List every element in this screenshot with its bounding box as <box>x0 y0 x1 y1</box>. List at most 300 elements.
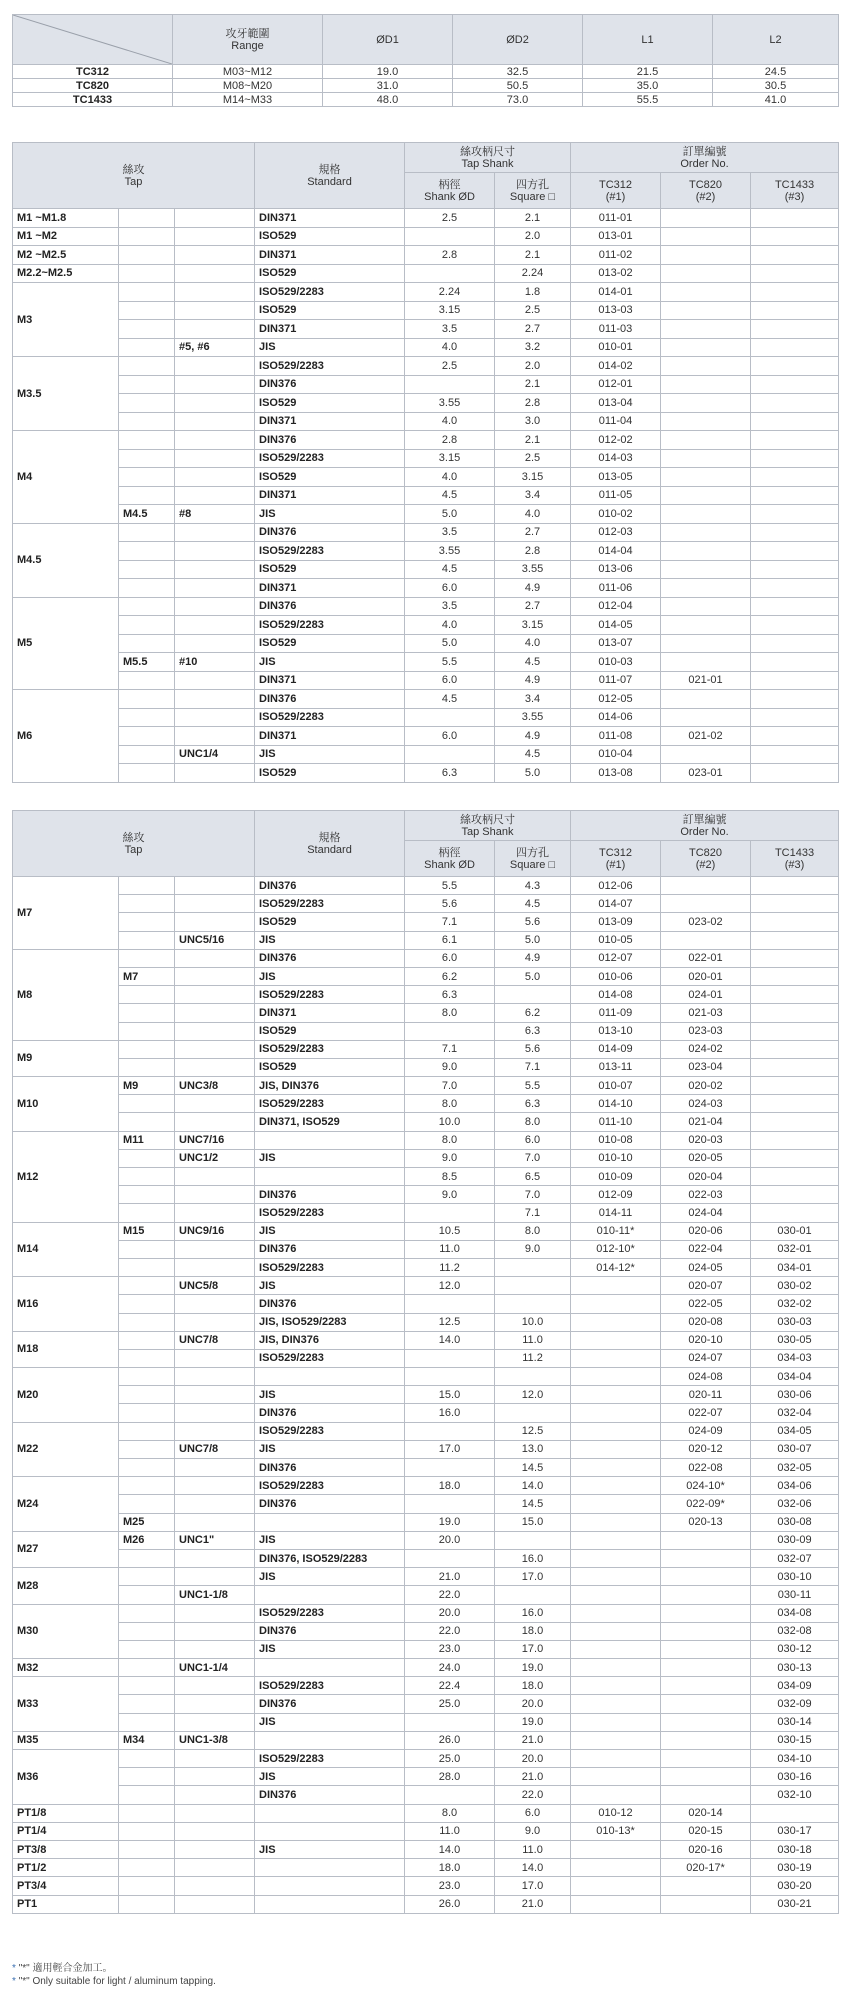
table-row <box>13 986 839 1004</box>
shank-diameter-cell: 3.15 <box>405 449 495 468</box>
tap-size-cell: M30 <box>13 1604 119 1659</box>
order-tc312-cell <box>571 1640 661 1658</box>
square-cell: 17.0 <box>495 1640 571 1658</box>
order-tc1433-cell: 030-21 <box>751 1895 839 1913</box>
tc312-label: TC312 <box>599 178 633 191</box>
unc-size-cell <box>175 1677 255 1695</box>
alt-size-cell <box>119 246 175 265</box>
table-row <box>13 1095 839 1113</box>
unc-size-cell <box>175 1022 255 1040</box>
tc312-header <box>571 841 661 877</box>
order-tc1433-cell <box>751 1168 839 1186</box>
order-tc1433-cell: 030-17 <box>751 1822 839 1840</box>
order-tc312-cell: 014-02 <box>571 357 661 376</box>
order-tc1433-cell <box>751 375 839 394</box>
square-cell: 15.0 <box>495 1513 571 1531</box>
alt-size-cell <box>119 1459 175 1477</box>
order-tc820-cell: 022-01 <box>661 949 751 967</box>
unc-size-cell <box>175 560 255 579</box>
d1-cell: 31.0 <box>323 79 453 93</box>
shank-diameter-cell: 14.0 <box>405 1840 495 1858</box>
footnote-bullet: * <box>12 1963 16 1974</box>
tap-table-small-body <box>13 209 839 783</box>
l2-header: L2 <box>713 15 839 65</box>
order-tc312-cell: 010-05 <box>571 931 661 949</box>
shank-diameter-cell: 22.0 <box>405 1622 495 1640</box>
alt-size-cell <box>119 1040 175 1058</box>
square-cell: 7.1 <box>495 1058 571 1076</box>
order-tc1433-cell: 030-06 <box>751 1386 839 1404</box>
standard-cell <box>255 1822 405 1840</box>
order-tc312-cell: 014-07 <box>571 895 661 913</box>
order-tc1433-cell <box>751 1131 839 1149</box>
footnote-en <box>12 1975 216 1988</box>
unc-size-cell <box>175 283 255 302</box>
tap-size-cell: M35 <box>13 1731 119 1749</box>
shank-diameter-cell: 6.1 <box>405 931 495 949</box>
footnote-zh <box>12 1962 216 1975</box>
tap-size-cell: M16 <box>13 1277 119 1332</box>
order-tc1433-cell: 032-06 <box>751 1495 839 1513</box>
order-tc820-cell <box>661 394 751 413</box>
d1-cell: 19.0 <box>323 65 453 79</box>
tap-table-large-body <box>13 877 839 1914</box>
table-row <box>13 690 839 709</box>
tc820-header <box>661 173 751 209</box>
order-tc820-cell: 022-05 <box>661 1295 751 1313</box>
standard-cell: JIS <box>255 745 405 764</box>
standard-cell: JIS, DIN376 <box>255 1077 405 1095</box>
order-tc312-cell: 013-02 <box>571 264 661 283</box>
square-cell: 14.0 <box>495 1859 571 1877</box>
standard-cell: DIN376 <box>255 949 405 967</box>
standard-cell: ISO529/2283 <box>255 1258 405 1276</box>
unc-size-cell: #8 <box>175 505 255 524</box>
tap-size-cell: M3 <box>13 283 119 357</box>
standard-cell: DIN376 <box>255 1404 405 1422</box>
square-cell: 5.5 <box>495 1077 571 1095</box>
unc-size-cell <box>175 1804 255 1822</box>
tap-size-cell: M28 <box>13 1568 119 1604</box>
order-tc820-cell: 020-06 <box>661 1222 751 1240</box>
alt-size-cell <box>119 1895 175 1913</box>
table-row <box>13 1768 839 1786</box>
square-cell: 5.0 <box>495 764 571 783</box>
table-row <box>13 468 839 487</box>
order-tc820-cell: 021-04 <box>661 1113 751 1131</box>
table-row <box>13 320 839 339</box>
order-tc820-cell: 020-16 <box>661 1840 751 1858</box>
table-row <box>13 949 839 967</box>
order-tc1433-cell <box>751 986 839 1004</box>
square-cell: 6.0 <box>495 1131 571 1149</box>
alt-size-cell <box>119 1295 175 1313</box>
shank-diameter-cell: 22.4 <box>405 1677 495 1695</box>
tc1433-number: (#3) <box>784 858 805 871</box>
d2-cell: 50.5 <box>453 79 583 93</box>
alt-size-cell <box>119 1331 175 1349</box>
alt-size-cell: M9 <box>119 1077 175 1095</box>
unc-size-cell: UNC5/16 <box>175 931 255 949</box>
shank-header-en: Tap Shank <box>461 825 514 838</box>
order-tc1433-cell: 030-07 <box>751 1440 839 1458</box>
d2-cell: 32.5 <box>453 65 583 79</box>
shank-d-header <box>405 173 495 209</box>
square-cell: 13.0 <box>495 1440 571 1458</box>
order-tc820-cell: 020-07 <box>661 1277 751 1295</box>
order-tc312-cell: 014-08 <box>571 986 661 1004</box>
order-tc820-cell <box>661 616 751 635</box>
standard-cell: DIN376 <box>255 523 405 542</box>
shank-diameter-cell: 17.0 <box>405 1440 495 1458</box>
order-tc1433-cell: 030-18 <box>751 1840 839 1858</box>
standard-cell: DIN376 <box>255 690 405 709</box>
table-row <box>13 1204 839 1222</box>
order-tc312-cell <box>571 1295 661 1313</box>
alt-size-cell <box>119 431 175 450</box>
table-row <box>13 1313 839 1331</box>
square-cell: 21.0 <box>495 1895 571 1913</box>
order-tc312-cell: 011-01 <box>571 209 661 228</box>
alt-size-cell <box>119 1622 175 1640</box>
model-cell: TC820 <box>13 79 173 93</box>
shank-diameter-cell: 16.0 <box>405 1404 495 1422</box>
alt-size-cell <box>119 634 175 653</box>
alt-size-cell <box>119 913 175 931</box>
unc-size-cell <box>175 1459 255 1477</box>
table-row <box>13 1277 839 1295</box>
standard-header-en: Standard <box>307 843 352 856</box>
tap-header-en: Tap <box>124 843 143 856</box>
table-row <box>13 1840 839 1858</box>
order-tc1433-cell <box>751 1204 839 1222</box>
tap-header-en: Tap <box>124 175 143 188</box>
order-tc312-cell <box>571 1349 661 1367</box>
square-zh: 四方孔 <box>516 846 550 859</box>
model-cell: TC312 <box>13 65 173 79</box>
order-tc1433-cell <box>751 542 839 561</box>
shank-diameter-cell: 9.0 <box>405 1058 495 1076</box>
shank-diameter-cell: 6.0 <box>405 727 495 746</box>
square-cell: 4.9 <box>495 949 571 967</box>
square-cell <box>495 1368 571 1386</box>
order-tc1433-cell <box>751 708 839 727</box>
table-row <box>13 1622 839 1640</box>
order-tc1433-cell: 032-01 <box>751 1240 839 1258</box>
order-tc820-cell <box>661 468 751 487</box>
order-tc820-cell <box>661 708 751 727</box>
tap-size-cell: M2 ~M2.5 <box>13 246 119 265</box>
standard-header-zh: 規格 <box>318 163 341 176</box>
alt-size-cell <box>119 1840 175 1858</box>
square-cell: 17.0 <box>495 1877 571 1895</box>
square-cell: 3.15 <box>495 468 571 487</box>
square-cell: 3.55 <box>495 708 571 727</box>
shank-diameter-cell <box>405 1295 495 1313</box>
shank-diameter-cell: 2.5 <box>405 357 495 376</box>
alt-size-cell <box>119 1659 175 1677</box>
order-tc312-cell <box>571 1604 661 1622</box>
standard-cell: DIN376 <box>255 597 405 616</box>
square-cell: 20.0 <box>495 1695 571 1713</box>
order-tc312-cell <box>571 1531 661 1549</box>
order-tc820-cell: 024-07 <box>661 1349 751 1367</box>
order-tc820-cell <box>661 1768 751 1786</box>
table-row <box>13 1750 839 1768</box>
tc820-number: (#2) <box>695 190 716 203</box>
table-row <box>13 1149 839 1167</box>
table-row <box>13 597 839 616</box>
order-tc1433-cell <box>751 412 839 431</box>
square-cell: 5.6 <box>495 913 571 931</box>
order-tc312-cell <box>571 1877 661 1895</box>
shank-diameter-cell <box>405 1549 495 1567</box>
table-row <box>13 1040 839 1058</box>
shank-diameter-cell: 11.0 <box>405 1240 495 1258</box>
order-tc1433-cell <box>751 1022 839 1040</box>
alt-size-cell <box>119 745 175 764</box>
order-tc1433-cell: 032-07 <box>751 1549 839 1567</box>
order-tc312-cell: 012-06 <box>571 877 661 895</box>
shank-diameter-cell <box>405 745 495 764</box>
alt-size-cell <box>119 412 175 431</box>
table-row <box>13 301 839 320</box>
square-cell: 3.4 <box>495 690 571 709</box>
shank-diameter-cell: 7.1 <box>405 1040 495 1058</box>
square-cell: 11.2 <box>495 1349 571 1367</box>
unc-size-cell <box>175 1604 255 1622</box>
alt-size-cell <box>119 986 175 1004</box>
order-tc1433-cell <box>751 301 839 320</box>
shank-diameter-cell: 6.0 <box>405 671 495 690</box>
order-tc312-cell <box>571 1513 661 1531</box>
table-row <box>13 1731 839 1749</box>
square-cell: 17.0 <box>495 1568 571 1586</box>
order-tc820-cell: 024-08 <box>661 1368 751 1386</box>
order-tc1433-cell <box>751 283 839 302</box>
shank-diameter-cell: 9.0 <box>405 1149 495 1167</box>
unc-size-cell <box>175 1568 255 1586</box>
footnotes <box>12 1962 216 1988</box>
table-row <box>13 283 839 302</box>
order-tc1433-cell: 034-04 <box>751 1368 839 1386</box>
tap-header <box>13 143 255 209</box>
unc-size-cell <box>175 1422 255 1440</box>
square-cell: 22.0 <box>495 1786 571 1804</box>
standard-cell: ISO529 <box>255 913 405 931</box>
table-row <box>13 1549 839 1567</box>
alt-size-cell <box>119 1568 175 1586</box>
alt-size-cell <box>119 1186 175 1204</box>
tc1433-number: (#3) <box>784 190 805 203</box>
alt-size-cell <box>119 1258 175 1276</box>
table-row <box>13 1877 839 1895</box>
order-tc312-cell: 014-01 <box>571 283 661 302</box>
order-tc820-cell: 020-03 <box>661 1131 751 1149</box>
standard-cell: ISO529/2283 <box>255 542 405 561</box>
order-tc312-cell: 012-02 <box>571 431 661 450</box>
tap-size-cell: M4.5 <box>13 523 119 597</box>
table-row <box>13 616 839 635</box>
shank-diameter-cell: 11.0 <box>405 1822 495 1840</box>
l1-cell: 21.5 <box>583 65 713 79</box>
square-cell: 4.5 <box>495 895 571 913</box>
order-tc312-cell <box>571 1768 661 1786</box>
square-cell: 8.0 <box>495 1113 571 1131</box>
shank-diameter-cell: 8.0 <box>405 1004 495 1022</box>
tap-size-cell: M12 <box>13 1131 119 1222</box>
alt-size-cell <box>119 1422 175 1440</box>
d2-header: ØD2 <box>453 15 583 65</box>
shank-diameter-cell: 8.5 <box>405 1168 495 1186</box>
unc-size-cell <box>175 1349 255 1367</box>
standard-cell: ISO529/2283 <box>255 1477 405 1495</box>
table-row <box>13 1640 839 1658</box>
alt-size-cell <box>119 1477 175 1495</box>
range-cell: M03~M12 <box>173 65 323 79</box>
order-tc312-cell: 014-05 <box>571 616 661 635</box>
order-tc1433-cell <box>751 320 839 339</box>
alt-size-cell <box>119 949 175 967</box>
table-row <box>13 1568 839 1586</box>
square-cell <box>495 1586 571 1604</box>
table-row <box>13 708 839 727</box>
d1-header: ØD1 <box>323 15 453 65</box>
order-tc312-cell: 010-10 <box>571 1149 661 1167</box>
order-tc312-cell <box>571 1277 661 1295</box>
standard-cell: JIS <box>255 338 405 357</box>
unc-size-cell <box>175 690 255 709</box>
square-cell: 18.0 <box>495 1677 571 1695</box>
order-tc312-cell: 013-08 <box>571 764 661 783</box>
order-tc1433-cell <box>751 967 839 985</box>
order-tc820-cell: 022-07 <box>661 1404 751 1422</box>
unc-size-cell <box>175 246 255 265</box>
standard-cell <box>255 1731 405 1749</box>
order-tc312-cell: 010-08 <box>571 1131 661 1149</box>
alt-size-cell <box>119 895 175 913</box>
shank-diameter-cell: 12.0 <box>405 1277 495 1295</box>
table-row <box>13 65 839 79</box>
table-row <box>13 967 839 985</box>
alt-size-cell <box>119 283 175 302</box>
square-header <box>495 173 571 209</box>
square-cell <box>495 1404 571 1422</box>
shank-diameter-cell: 6.0 <box>405 579 495 598</box>
unc-size-cell: UNC1-3/8 <box>175 1731 255 1749</box>
square-cell: 4.5 <box>495 745 571 764</box>
order-tc312-cell: 014-10 <box>571 1095 661 1113</box>
square-cell: 3.2 <box>495 338 571 357</box>
standard-cell <box>255 1877 405 1895</box>
order-tc312-cell: 014-12* <box>571 1258 661 1276</box>
shank-header-zh: 絲攻柄尺寸 <box>460 813 516 826</box>
shank-d-header <box>405 841 495 877</box>
order-tc312-cell: 014-04 <box>571 542 661 561</box>
standard-cell <box>255 1895 405 1913</box>
shank-diameter-cell: 25.0 <box>405 1695 495 1713</box>
table-row <box>13 877 839 895</box>
shank-header <box>405 143 571 173</box>
order-tc1433-cell: 034-10 <box>751 1750 839 1768</box>
shank-diameter-cell: 28.0 <box>405 1768 495 1786</box>
range-table <box>12 14 839 107</box>
square-en: Square □ <box>509 858 556 871</box>
shank-diameter-cell: 4.5 <box>405 486 495 505</box>
alt-size-cell <box>119 1368 175 1386</box>
order-tc312-cell: 010-13* <box>571 1822 661 1840</box>
unc-size-cell <box>175 542 255 561</box>
order-tc1433-cell <box>751 338 839 357</box>
standard-cell: JIS <box>255 653 405 672</box>
order-tc312-cell <box>571 1677 661 1695</box>
shank-diameter-cell: 18.0 <box>405 1477 495 1495</box>
order-tc312-cell: 011-05 <box>571 486 661 505</box>
order-tc820-cell <box>661 1731 751 1749</box>
tap-size-cell: M2.2~M2.5 <box>13 264 119 283</box>
tap-size-cell: M18 <box>13 1331 119 1367</box>
alt-size-cell <box>119 1386 175 1404</box>
order-tc1433-cell <box>751 949 839 967</box>
order-tc1433-cell: 030-10 <box>751 1568 839 1586</box>
order-tc1433-cell <box>751 394 839 413</box>
unc-size-cell <box>175 727 255 746</box>
order-tc312-cell <box>571 1549 661 1567</box>
tc1433-header <box>751 173 839 209</box>
square-cell: 4.0 <box>495 505 571 524</box>
order-tc820-cell <box>661 375 751 394</box>
table-row <box>13 1531 839 1549</box>
shank-diameter-cell: 22.0 <box>405 1586 495 1604</box>
standard-cell: ISO529 <box>255 560 405 579</box>
order-tc820-cell <box>661 412 751 431</box>
square-cell: 9.0 <box>495 1240 571 1258</box>
alt-size-cell <box>119 542 175 561</box>
shank-diameter-cell <box>405 1368 495 1386</box>
order-tc820-cell <box>661 931 751 949</box>
alt-size-cell <box>119 727 175 746</box>
order-tc820-cell: 020-11 <box>661 1386 751 1404</box>
order-tc1433-cell <box>751 449 839 468</box>
order-tc820-cell <box>661 895 751 913</box>
tc312-label: TC312 <box>599 846 633 859</box>
shank-diameter-cell: 2.5 <box>405 209 495 228</box>
table-row <box>13 264 839 283</box>
alt-size-cell <box>119 690 175 709</box>
square-cell: 4.9 <box>495 727 571 746</box>
standard-cell: ISO529/2283 <box>255 283 405 302</box>
shank-diameter-cell <box>405 708 495 727</box>
table-row <box>13 671 839 690</box>
order-tc820-cell: 020-02 <box>661 1077 751 1095</box>
order-tc820-cell: 022-03 <box>661 1186 751 1204</box>
table-row <box>13 542 839 561</box>
tc820-number: (#2) <box>695 858 716 871</box>
shank-header <box>405 811 571 841</box>
order-tc1433-cell <box>751 523 839 542</box>
alt-size-cell <box>119 1204 175 1222</box>
order-tc312-cell: 013-05 <box>571 468 661 487</box>
order-tc312-cell: 013-09 <box>571 913 661 931</box>
standard-cell: JIS <box>255 505 405 524</box>
unc-size-cell <box>175 1640 255 1658</box>
standard-cell <box>255 1859 405 1877</box>
square-cell <box>495 1531 571 1549</box>
order-tc312-cell: 010-01 <box>571 338 661 357</box>
table-row <box>13 227 839 246</box>
table-row <box>13 1459 839 1477</box>
order-tc1433-cell <box>751 209 839 228</box>
